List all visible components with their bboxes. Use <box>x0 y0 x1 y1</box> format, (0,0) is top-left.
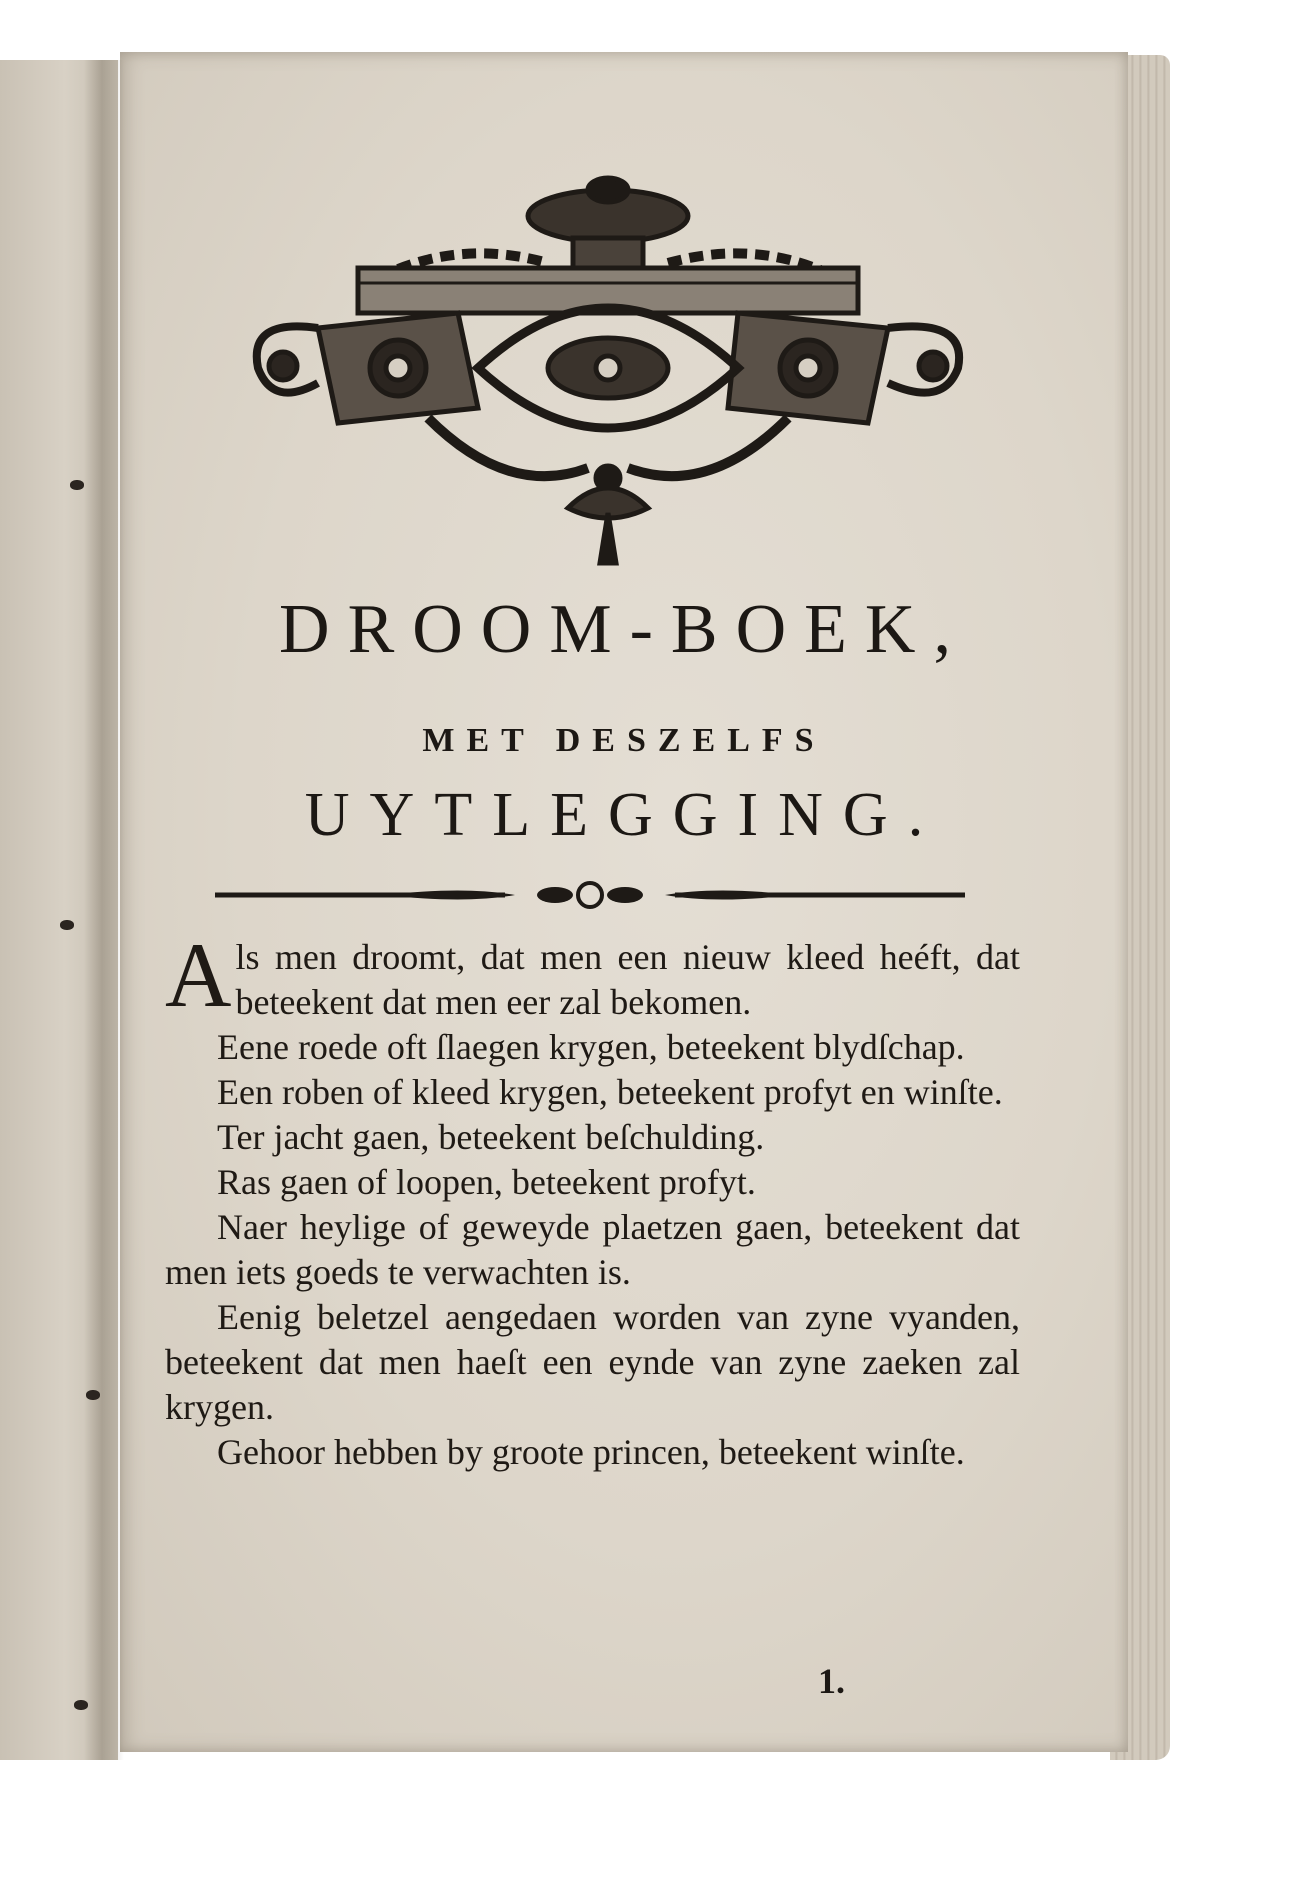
page-title: DROOM-BOEK, <box>279 591 969 668</box>
subtitle-small: MET DESZELFS <box>422 722 826 759</box>
page-number: 1. <box>818 1661 845 1701</box>
drop-cap: A <box>165 924 232 1026</box>
binding-stitch <box>86 1390 100 1400</box>
entry-1 <box>165 924 1020 1026</box>
entry-8: Gehoor hebben by groote princen, beteekent winſte. <box>217 1432 965 1472</box>
ornamental-rule <box>215 880 965 910</box>
dream-interpretations <box>165 924 1020 1475</box>
entry-6: Naer heylige of geweyde plaetzen gaen, beteekent dat men iets goeds te verwachten is. <box>165 1207 1020 1292</box>
binding-stitch <box>60 920 74 930</box>
entry-2: Eene roede oft ſlaegen krygen, beteekent blydſchap. <box>217 1027 965 1067</box>
entry-text: ls men droomt, dat men een nieuw kleed heéft, dat beteekent dat men eer zal bekomen. <box>235 937 1020 1022</box>
page-gutter <box>84 60 124 1760</box>
entry-5: Ras gaen of loopen, beteekent profyt. <box>217 1162 756 1202</box>
entry-7: Eenig beletzel aengedaen worden van zyne vyanden, beteekent dat men haeſt een eynde van zyne zaeken zal krygen. <box>165 1297 1020 1427</box>
binding-stitch <box>74 1700 88 1710</box>
entry-3: Een roben of kleed krygen, beteekent profyt en winſte. <box>217 1072 1003 1112</box>
binding-stitch <box>70 480 84 490</box>
ornament-headpiece <box>228 168 988 568</box>
entry-4: Ter jacht gaen, beteekent beſchulding. <box>217 1117 765 1157</box>
subtitle-large: UYTLEGGING. <box>304 781 944 849</box>
